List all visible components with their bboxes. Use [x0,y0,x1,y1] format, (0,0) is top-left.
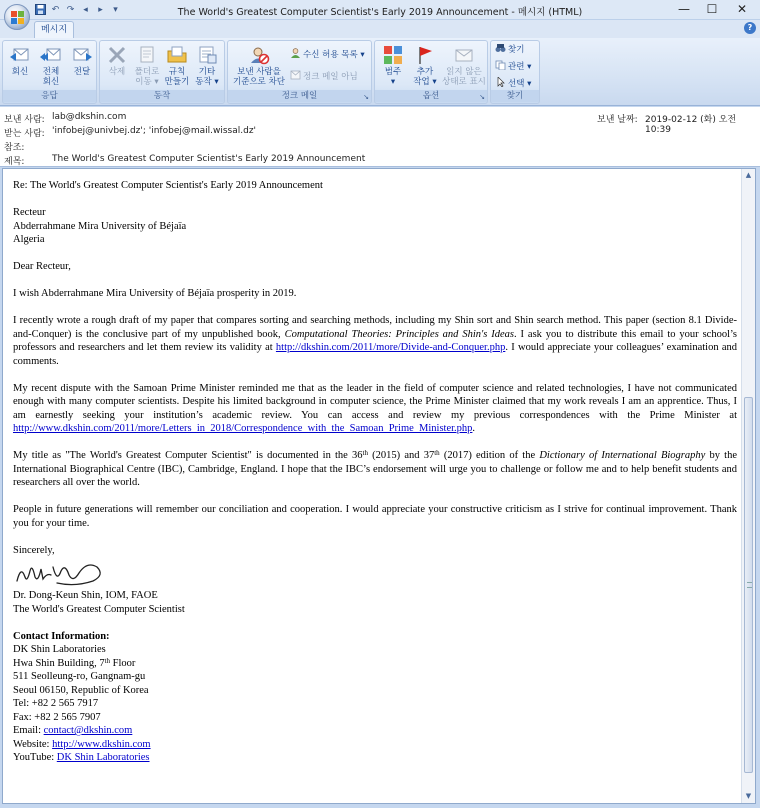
select-cursor-icon [495,77,506,87]
contact-city: Seoul 06150, Republic of Korea [13,684,149,696]
group-options [374,40,488,104]
maximize-button[interactable]: ☐ [706,2,718,16]
contact-tel: Tel: +82 2 565 7917 [13,698,99,709]
reply-icon [9,45,31,65]
find-button[interactable]: 찾기 [495,43,524,56]
redo-icon[interactable]: ↷ [66,5,75,15]
group-label-find: 찾기 [491,90,539,102]
contact-heading: Contact Information: [13,630,110,642]
categorize-button[interactable]: 범주 ▾ [377,45,409,87]
help-icon[interactable]: ? [744,22,756,34]
closing: Sincerely, [13,544,55,556]
group-label-actions: 동작 [100,90,224,102]
from-label: 보낸 사람: [4,115,45,125]
signature-title: The World's Greatest Computer Scientist [13,603,185,615]
sent-label: 보낸 날짜: [597,115,638,125]
youtube-link[interactable]: DK Shin Laboratories [56,752,150,763]
paragraph-paper: I recently wrote a rough draft of my paper that compares sorting and searching methods, including my Shin sort and Shin search method. This paper (section 8.1 Divide-and-Conquer) is the conclusive part of my unpublished book, Computational Theories: Principles and Shin's Ideas. I ask you to distribute this email to your school’s professors and researchers and let them review its validity at http://dkshin.com/2011/more/Divide-and-Conquer.php. I would appreciate your colleagues’ examination and comments. [13,315,737,367]
to-value[interactable]: 'infobej@univbej.dz'; 'infobej@mail.wissal.dz' [52,126,257,136]
group-label-respond: 응답 [3,90,96,102]
tab-message[interactable]: 메시지 [34,21,74,38]
website-link[interactable]: http://www.dkshin.com [52,738,151,750]
related-icon [495,60,506,70]
block-sender-icon [248,45,270,65]
to-label: 받는 사람: [4,129,45,139]
divide-and-conquer-link[interactable]: http://dkshin.com/2011/more/Divide-and-Conquer.php [275,342,506,353]
office-button[interactable] [4,4,30,30]
options-dialog-launcher-icon[interactable]: ↘ [479,93,485,101]
other-actions-button[interactable]: 기타 동작 ▾ [192,45,222,87]
delete-icon [106,45,128,65]
contact-email: Email: contact@dkshin.com [13,725,133,736]
not-junk-button[interactable]: 정크 메일 아님 [290,70,358,83]
window-title: The World's Greatest Computer Scientist's Early 2019 Announcement - 메시지 (HTML) [177,7,583,18]
group-label-junk: 정크 메일 [228,90,371,102]
paragraph-dispute: My recent dispute with the Samoan Prime Minister reminded me that as the leader in the field of computer science and related technologies, I have not communicated enough with many computer scientists. Despite his limited background in computer science, the Prime Minister claimed that my work reveals I am an apprentice. Thus, I am earnestly seeking your institution’s academic review. You can access and review my previous correspondences with the Prime Minister at http://www.dkshin.com/2011/more/Letters_in_2018/Correspondence_with_the_Samoan_Prime_Minister.php. [13,382,737,434]
office-logo-icon [11,11,24,24]
group-junk [227,40,372,104]
email-link[interactable]: contact@dkshin.com [43,725,133,736]
mark-unread-button[interactable]: 읽지 않은 상태로 표시 [441,45,487,87]
contact-lab: DK Shin Laboratories [13,644,106,655]
close-button[interactable]: ✕ [736,2,748,16]
forward-icon [71,45,93,65]
from-value[interactable]: lab@dkshin.com [52,112,127,122]
group-actions [99,40,225,104]
title-bar [0,0,760,20]
contact-website: Website: http://www.dkshin.com [13,738,151,750]
re-line: Re: The World's Greatest Computer Scientist's Early 2019 Announcement [13,180,323,191]
customize-qat-icon[interactable]: ▾ [113,5,118,15]
message-body [13,179,737,765]
handwritten-signature [13,553,105,591]
cc-label: 참조: [4,143,25,153]
reply-all-icon [40,45,62,65]
wish-paragraph: I wish Abderrahmane Mira University of Béjaïa prosperity in 2019. [13,288,297,299]
scroll-up-arrow-icon[interactable]: ▲ [745,171,752,179]
other-actions-icon [196,45,218,65]
save-icon[interactable] [34,4,47,17]
safe-lists-icon [290,48,301,58]
quick-access-toolbar [34,3,122,18]
select-button[interactable]: 선택 ▾ [495,77,531,90]
scroll-grip-icon [747,582,752,588]
greeting: Dear Recteur, [13,261,71,272]
paragraph-title: My title as "The World's Greatest Computer Scientist" is documented in the 36th (2015) and 37th (2017) edition of the Dictionary of International Biography by the International Biographical Centre (IBC), Cambridge, England. I hope that the IBC’s endorsement will urge you to challenge or follow me and to help benefit students and researchers all over the world. [13,449,737,488]
signature-name: Dr. Dong-Keun Shin, IOM, FAOE [13,590,158,601]
previous-item-icon[interactable]: ◂ [83,5,88,15]
forward-button[interactable]: 전달 [67,45,97,77]
undo-icon[interactable]: ↶ [51,5,60,15]
ribbon-tab-row [0,20,760,38]
vertical-scrollbar[interactable] [741,169,755,803]
related-button[interactable]: 관련 ▾ [495,60,531,73]
follow-up-flag-icon [414,45,436,65]
categorize-icon [382,45,404,65]
contact-fax: Fax: +82 2 565 7907 [13,711,101,723]
create-rule-icon [166,45,188,65]
move-to-folder-button[interactable]: 폴더로 이동 ▾ [132,45,162,87]
reply-button[interactable]: 회신 [5,45,35,77]
contact-building: Hwa Shin Building, 7th Floor [13,656,136,669]
recipient-address: Recteur Abderrahmane Mira University of Béjaïa Algeria [13,207,187,245]
group-label-options: 옵션 [375,90,487,102]
binoculars-icon [495,43,506,53]
contact-street: 511 Seolleung-ro, Gangnam-gu [13,671,146,682]
scroll-thumb[interactable] [744,397,753,773]
delete-button[interactable]: 삭제 [102,45,132,77]
move-to-folder-icon [136,45,158,65]
mark-unread-icon [453,45,475,65]
create-rule-button[interactable]: 규칙 만들기 [162,45,192,87]
correspondence-link[interactable]: http://www.dkshin.com/2011/more/Letters_in_2018/Correspondence_with_the_Samoan_Prime_Minister.php [13,423,473,434]
subject-value: The World's Greatest Computer Scientist's Early 2019 Announcement [52,154,366,164]
group-find [490,40,540,104]
block-sender-button[interactable]: 보낸 사람을 기준으로 차단 [230,45,288,87]
message-header [0,107,760,167]
next-item-icon[interactable]: ▸ [98,5,103,15]
paragraph-future: People in future generations will remember our conciliation and cooperation. I would appreciate your constructive criticism as I strive for continual improvement. Thank you for your time. [13,504,737,529]
subject-label: 제목: [4,157,25,167]
safe-lists-button[interactable]: 수신 허용 목록 ▾ [290,48,365,61]
reply-all-button[interactable]: 전체 회신 [36,45,66,87]
not-junk-icon [290,70,301,80]
contact-youtube: YouTube: DK Shin Laboratories [13,752,150,763]
follow-up-button[interactable]: 추가 작업 ▾ [409,45,441,87]
junk-dialog-launcher-icon[interactable]: ↘ [363,93,369,101]
minimize-button[interactable]: — [678,2,690,16]
message-body-pane[interactable] [2,168,756,804]
scroll-down-arrow-icon[interactable]: ▼ [745,792,752,800]
sent-value: 2019-02-12 (화) 오전 10:39 [645,115,737,135]
ribbon [0,38,760,106]
group-respond [2,40,97,104]
